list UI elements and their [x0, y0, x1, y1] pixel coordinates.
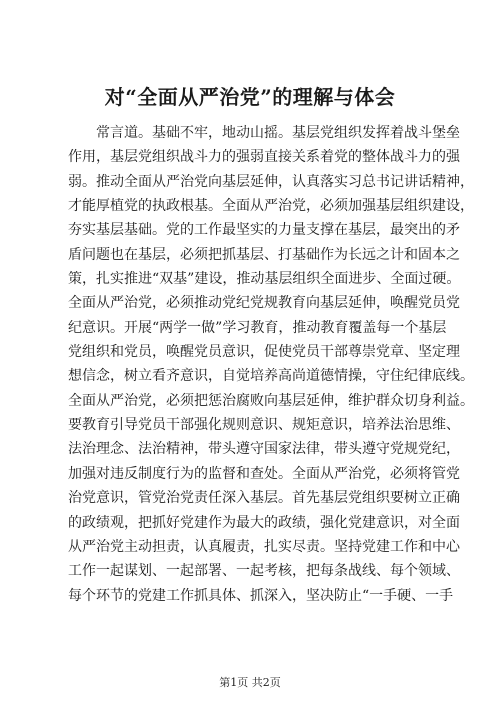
body-line: 弱。推动全面从严治党向基层延伸，认真落实习总书记讲话精神，: [68, 173, 474, 190]
body-line: 从严治党主动担责，认真履责，扎实尽责。坚持党建工作和中心: [68, 538, 460, 555]
body-line: 纪意识。开展“两学一做”学习教育，推动教育覆盖每一个基层: [68, 319, 447, 336]
body-line: 工作一起谋划、一起部署、一起考核，把每条战线、每个领域、: [68, 563, 460, 580]
body-line: 全面从严治党，必须推动党纪党规教育向基层延伸，唤醒党员党: [68, 295, 460, 312]
body-line: 才能厚植党的执政根基。全面从严治党，必须加强基层组织建设，: [68, 198, 474, 215]
body-line: 每个环节的党建工作抓具体、抓深入，坚决防止“一手硬、一手: [68, 587, 454, 604]
body-line: 常言道。基础不牢，地动山摇。基层党组织发挥着战斗堡垒: [96, 125, 460, 141]
document-title: 对“全面从严治党”的理解与体会: [104, 85, 396, 109]
body-line: 盾问题也在基层，必须把抓基层、打基础作为长远之计和固本之: [68, 246, 460, 263]
body-line: 法治理念、法治精神，带头遵守国家法律，带头遵守党规党纪，: [68, 441, 460, 458]
document-body: [68, 121, 474, 608]
page-footer: 第1页 共2页: [219, 676, 281, 689]
body-line: 党组织和党员，唤醒党员意识，促使党员干部尊崇党章、坚定理: [68, 344, 460, 361]
body-line: 策，扎实推进“双基”建设，推动基层组织全面进步、全面过硬。: [68, 271, 461, 288]
body-line: 夯实基层基础。党的工作最坚实的力量支撑在基层，最突出的矛: [68, 222, 460, 239]
body-line: 治党意识，管党治党责任深入基层。首先基层党组织要树立正确: [68, 490, 460, 507]
body-line: 加强对违反制度行为的监督和查处。全面从严治党，必须将管党: [68, 465, 460, 482]
body-line: 的政绩观，把抓好党建作为最大的政绩，强化党建意识，对全面: [68, 514, 460, 531]
body-line: 想信念，树立看齐意识，自觉培养高尚道德情操，守住纪律底线。: [68, 368, 474, 385]
body-line: 作用，基层党组织战斗力的强弱直接关系着党的整体战斗力的强: [68, 149, 460, 166]
body-line: 全面从严治党，必须把惩治腐败向基层延伸，维护群众切身利益。: [68, 392, 474, 409]
body-line: 要教育引导党员干部强化规则意识、规矩意识，培养法治思维、: [68, 417, 460, 434]
